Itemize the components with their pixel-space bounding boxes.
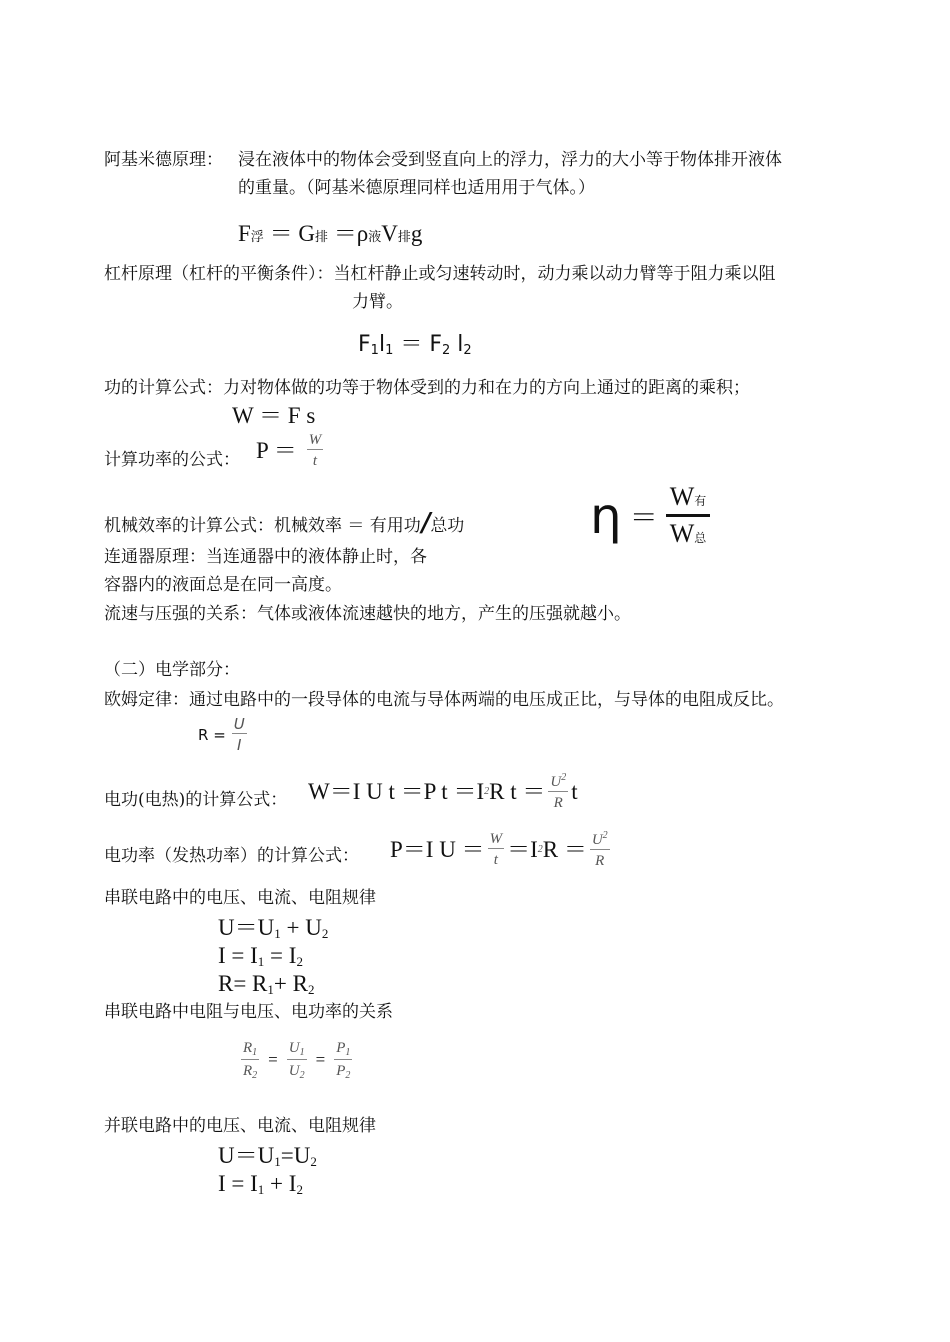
slash-mark: / xyxy=(418,508,434,538)
elec-power-fraction-1: $\frac{W}{t}$ xyxy=(489,831,503,869)
efficiency-formula: η ＝ W有 W总 xyxy=(590,482,710,549)
series-ratio-formula: $\frac{R_1}{R_2}$ = $\frac{U_1}{U_2}$ = $\frac{P_1}{P_2}$ xyxy=(243,1040,351,1081)
ohm-fraction: $\frac{U}{I}$ xyxy=(233,715,245,755)
ratio-fraction-r: $\frac{R_1}{R_2}$ xyxy=(243,1040,258,1081)
efficiency-text: 机械效率的计算公式：机械效率 ＝ 有用功/总功 xyxy=(104,508,465,538)
ohm-text: 欧姆定律：通过电路中的一段导体的电流与导体两端的电压成正比，与导体的电阻成反比。 xyxy=(104,690,784,710)
eta-symbol: η xyxy=(590,486,622,545)
power-fraction: $\frac{W}{t}$ xyxy=(308,432,322,470)
ratio-fraction-u: $\frac{U_1}{U_2}$ xyxy=(288,1040,305,1081)
series-voltage-formula: $U=U_1 + U_2$ xyxy=(218,915,329,941)
connector-text-line1: 连通器原理：当连通器中的液体静止时，各 xyxy=(104,547,427,567)
series-ratio-heading: 串联电路中电阻与电压、电功率的关系 xyxy=(104,1002,393,1022)
elec-power-formula: P＝I U ＝ $\frac{W}{t}$ ＝I 2 R ＝ $\frac{U^2}{R}$ xyxy=(390,830,608,870)
archimedes-label: 阿基米德原理： xyxy=(104,150,223,170)
flow-text: 流速与压强的关系：气体或液体流速越快的地方，产生的压强就越小。 xyxy=(104,604,631,624)
buoyancy-formula: F浮 ＝ G排 ＝ρ液V排g xyxy=(238,221,423,246)
elec-work-fraction: $\frac{U^2}{R}$ xyxy=(550,772,567,812)
series-heading: 串联电路中的电压、电流、电阻规律 xyxy=(104,888,376,908)
parallel-current-formula: $I = I_1 + I_2$ xyxy=(218,1171,303,1197)
connector-text-line2: 容器内的液面总是在同一高度。 xyxy=(104,575,342,595)
electric-heading: （二）电学部分： xyxy=(104,660,240,680)
ohm-formula: R = $\frac{U}{I}$ xyxy=(198,715,245,755)
power-label: 计算功率的公式： xyxy=(104,450,240,470)
lever-text-line1: 杠杆原理（杠杆的平衡条件）：当杠杆静止或匀速转动时，动力乘以动力臂等于阻力乘以阻 xyxy=(104,264,776,284)
ratio-fraction-p: $\frac{P_1}{P_2}$ xyxy=(336,1040,351,1081)
archimedes-text-line2: 的重量。（阿基米德原理同样也适用用于气体。） xyxy=(238,178,595,198)
elec-power-label: 电功率（发热功率）的计算公式： xyxy=(104,846,359,866)
work-formula: W ＝ F s xyxy=(232,403,316,428)
parallel-heading: 并联电路中的电压、电流、电阻规律 xyxy=(104,1116,376,1136)
work-text: 功的计算公式：力对物体做的功等于物体受到的力和在力的方向上通过的距离的乘积； xyxy=(104,378,750,398)
parallel-voltage-formula: $U=U_1=U_2$ xyxy=(218,1143,317,1169)
series-resistance-formula: $R= R_1+ R_2$ xyxy=(218,971,315,997)
efficiency-fraction: W有 W总 xyxy=(666,482,711,549)
elec-power-fraction-2: $\frac{U^2}{R}$ xyxy=(591,830,608,870)
lever-text-line2: 力臂。 xyxy=(352,292,403,312)
archimedes-text-line1: 浸在液体中的物体会受到竖直向上的浮力，浮力的大小等于物体排开液体 xyxy=(238,150,782,170)
elec-work-label: 电功(电热)的计算公式： xyxy=(104,790,288,810)
elec-work-formula: W＝I U t ＝P t ＝I 2 R t ＝ $\frac{U^2}{R}$ t xyxy=(308,772,578,812)
lever-formula: $F_1l_1 = F_2$ $l_2$ xyxy=(358,332,472,358)
power-formula: P ＝ $\frac{W}{t}$ xyxy=(256,432,322,470)
series-current-formula: $I = I_1 = I_2$ xyxy=(218,943,303,969)
